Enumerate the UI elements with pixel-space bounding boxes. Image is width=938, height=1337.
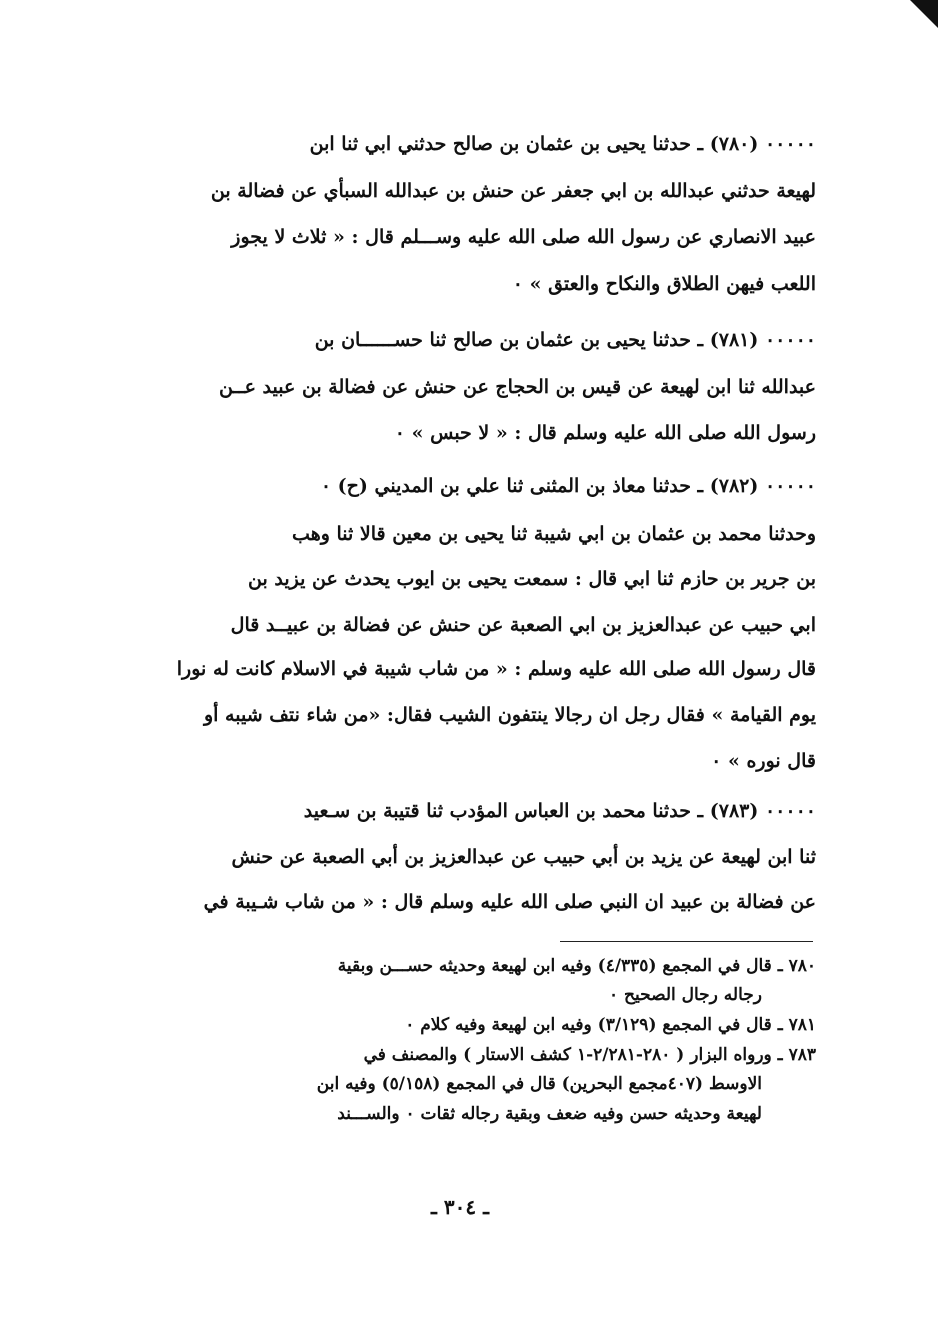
footnote-separator <box>560 941 813 942</box>
hadith-780-line-2: لهيعة حدثني عبدالله بن ابي جعفر عن حنش بن عبدالله السبأي عن فضالة بن <box>210 180 816 202</box>
hadith-780 <box>104 128 816 298</box>
hadith-783 <box>104 795 816 925</box>
hadith-780-line-4: اللعب فيهن الطلاق والنكاح والعتق » ٠ <box>512 273 816 295</box>
corner-triangle-mark <box>910 0 938 28</box>
hadith-782-line-2: وحدثنا محمد بن عثمان بن ابي شيبة ثنا يحيى بن معين قالا ثنا وهب <box>292 523 816 545</box>
page-number: ـ ٣٠٤ ـ <box>431 1195 489 1219</box>
hadith-782-line-6: يوم القيامة » فقال رجل ان رجالا ينتفون الشيب فقال: «من شاء نتف شيبه أو <box>203 704 816 726</box>
hadith-782-line-5: قال رسول الله صلى الله عليه وسلم : « من شاب شيبة في الاسلام كانت له نورا <box>176 658 816 680</box>
footnote-780-line-1: ٧٨٠ ـ قال في المجمع (٤/٣٣٥) وفيه ابن لهيعة وحديثه حســـن وبقية <box>337 956 816 976</box>
hadith-780-line-3: عبيد الانصاري عن رسول الله صلى الله عليه وســـلم قال : « ثلاث لا يجوز <box>231 226 816 248</box>
hadith-783-line-2: ثنا ابن لهيعة عن يزيد بن أبي حبيب عن عبدالعزيز بن أبي الصعبة عن حنش <box>231 846 816 868</box>
hadith-782 <box>104 470 816 780</box>
hadith-781-line-3: رسول الله صلى الله عليه وسلم قال : « لا حبس » ٠ <box>394 422 816 444</box>
hadith-782-line-1: ٠٠٠٠٠ (٧٨٢) ـ حدثنا معاذ بن المثنى ثنا علي بن المديني (ح) ٠ <box>320 475 816 497</box>
footnote-780-line-2: رجاله رجال الصحيح ٠ <box>608 985 762 1005</box>
footnote-781: ٧٨١ ـ قال في المجمع (٣/١٢٩) وفيه ابن لهيعة وفيه كلام ٠ <box>405 1015 816 1035</box>
hadith-783-line-3: عن فضالة بن عبيد ان النبي صلى الله عليه وسلم قال : « من شاب شـيبة في <box>203 891 816 913</box>
hadith-783-line-1: ٠٠٠٠٠ (٧٨٣) ـ حدثنا محمد بن العباس المؤدب ثنا قتيبة بن سـعيد <box>303 800 816 822</box>
hadith-780-line-1: ٠٠٠٠٠ (٧٨٠) ـ حدثنا يحيى بن عثمان بن صالح حدثني ابي ثنا ابن <box>309 133 816 155</box>
footnote-783-line-2: الاوسط (٤٠٧مجمع البحرين) قال في المجمع (٥/١٥٨) وفيه ابن <box>316 1074 762 1094</box>
hadith-782-line-4: ابي حبيب عن عبدالعزيز بن ابي الصعبة عن حنش عن فضالة بن عبيــد قال <box>230 614 816 636</box>
footnotes <box>104 953 816 1133</box>
footnote-783-line-3: لهيعة وحديثه حسن وفيه ضعف وبقية رجاله ثقات ٠ والســـند <box>337 1104 762 1124</box>
footnote-783-line-1: ٧٨٣ ـ ورواه البزار ( ٢٨٠-٢/٢٨١-١ كشف الاستار ) والمصنف في <box>363 1045 816 1065</box>
hadith-782-line-7: قال نوره » ٠ <box>711 750 816 772</box>
hadith-781-line-2: عبدالله ثنا ابن لهيعة عن قيس بن الحجاج عن حنش عن فضالة بن عبيد عــن <box>219 376 816 398</box>
hadith-781-line-1: ٠٠٠٠٠ (٧٨١) ـ حدثنا يحيى بن عثمان بن صالح ثنا حســــــان بن <box>314 329 816 351</box>
hadith-782-line-3: بن جرير بن حازم ثنا ابي قال : سمعت يحيى بن ايوب يحدث عن يزيد بن <box>248 568 816 590</box>
hadith-781 <box>104 324 816 454</box>
